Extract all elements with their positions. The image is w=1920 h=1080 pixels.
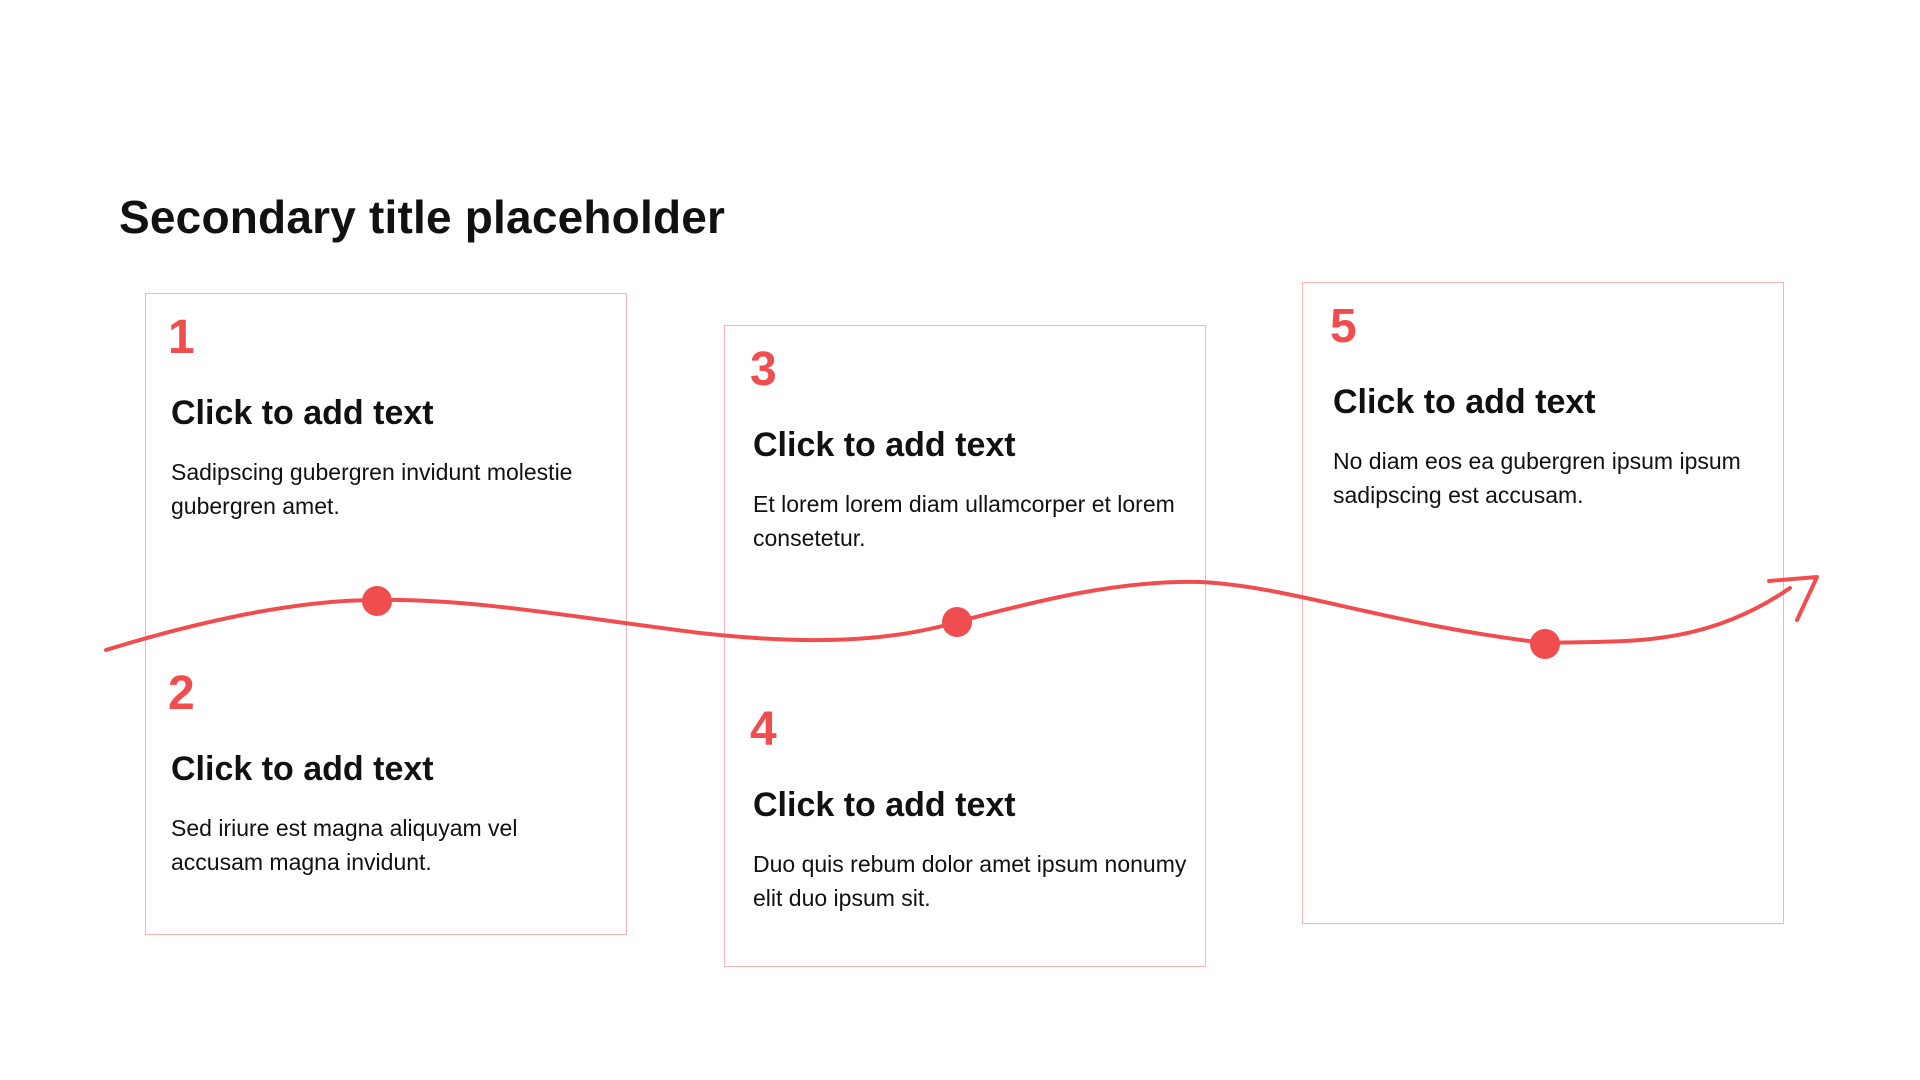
step-body[interactable]: Et lorem lorem diam ullamcorper et lorem consetetur.	[753, 491, 1175, 552]
step-5	[1330, 300, 1773, 512]
step-number: 2	[168, 667, 195, 720]
step-body[interactable]: Duo quis rebum dolor amet ipsum nonumy elit duo ipsum sit.	[753, 851, 1187, 912]
step-heading[interactable]: Click to add text	[1333, 383, 1596, 421]
step-number: 3	[750, 343, 777, 396]
step-1	[168, 311, 611, 523]
step-heading[interactable]: Click to add text	[753, 426, 1016, 464]
step-3	[750, 343, 1193, 555]
step-heading[interactable]: Click to add text	[171, 394, 434, 432]
step-number: 5	[1330, 300, 1357, 353]
step-heading[interactable]: Click to add text	[171, 750, 434, 788]
step-2	[168, 667, 611, 879]
step-body[interactable]: No diam eos ea gubergren ipsum ipsum sadipscing est accusam.	[1333, 448, 1741, 509]
step-heading[interactable]: Click to add text	[753, 786, 1016, 824]
step-number: 1	[168, 311, 195, 364]
step-body[interactable]: Sed iriure est magna aliquyam vel accusam magna invidunt.	[171, 815, 518, 876]
step-number: 4	[750, 703, 777, 756]
step-4	[750, 703, 1193, 915]
slide-title[interactable]: Secondary title placeholder	[119, 191, 726, 243]
step-body[interactable]: Sadipscing gubergren invidunt molestie gubergren amet.	[171, 459, 573, 520]
